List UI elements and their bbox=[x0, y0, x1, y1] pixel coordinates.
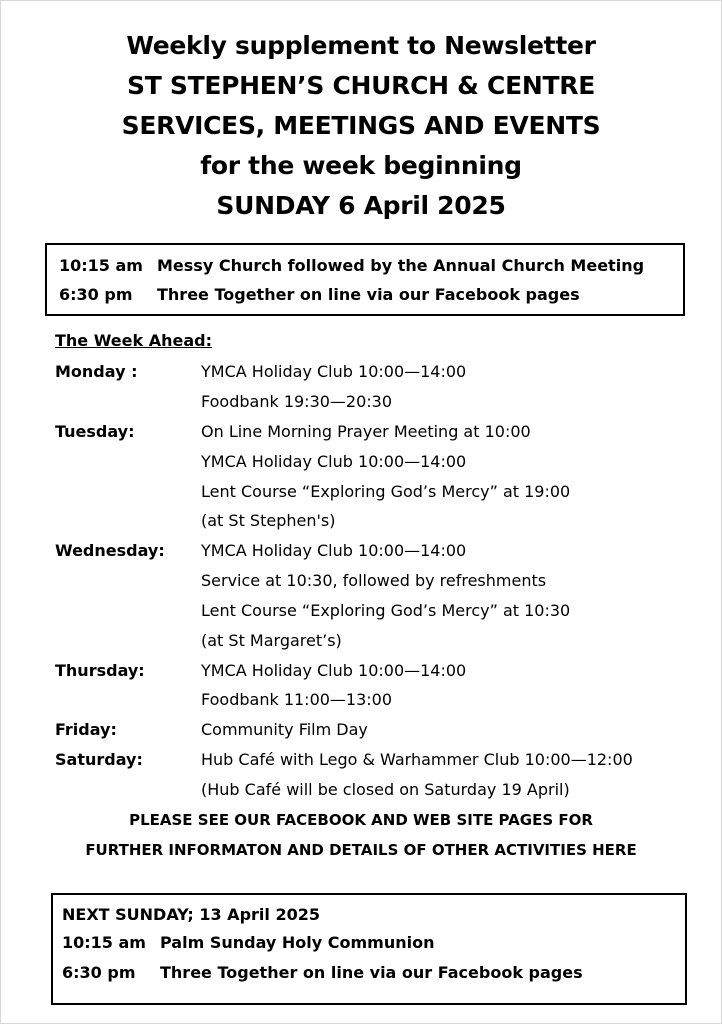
schedule-day: Saturday: bbox=[55, 750, 143, 769]
schedule-row bbox=[55, 601, 695, 621]
schedule-event: On Line Morning Prayer Meeting at 10:00 bbox=[201, 422, 531, 441]
schedule-row bbox=[55, 720, 695, 740]
service-time: 6:30 pm bbox=[62, 963, 136, 982]
schedule-day: Thursday: bbox=[55, 661, 145, 680]
schedule-day: Tuesday: bbox=[55, 422, 135, 441]
schedule-day: Monday : bbox=[55, 362, 138, 381]
week-ahead-heading: The Week Ahead: bbox=[55, 331, 212, 350]
schedule-row bbox=[55, 422, 695, 442]
church-name: ST STEPHEN’S CHURCH & CENTRE bbox=[127, 71, 595, 100]
next-sunday-title: NEXT SUNDAY; 13 April 2025 bbox=[62, 905, 320, 924]
schedule-event: Lent Course “Exploring God’s Mercy” at 10:30 bbox=[201, 601, 571, 620]
schedule-event: Foodbank 19:30—20:30 bbox=[201, 392, 393, 411]
schedule-event: YMCA Holiday Club 10:00—14:00 bbox=[201, 661, 467, 680]
schedule-row bbox=[55, 452, 695, 472]
schedule-row bbox=[55, 571, 695, 591]
notice-line: PLEASE SEE OUR FACEBOOK AND WEB SITE PAGES FOR bbox=[129, 811, 593, 829]
header-title: Weekly supplement to Newsletter bbox=[126, 31, 596, 60]
schedule-row bbox=[55, 780, 695, 800]
schedule-row bbox=[55, 631, 695, 651]
schedule-day: Friday: bbox=[55, 720, 117, 739]
schedule-event: YMCA Holiday Club 10:00—14:00 bbox=[201, 362, 467, 381]
header-date: SUNDAY 6 April 2025 bbox=[216, 191, 506, 220]
schedule-row bbox=[55, 511, 695, 531]
schedule-row bbox=[55, 661, 695, 681]
schedule-event: Foodbank 11:00—13:00 bbox=[201, 690, 393, 709]
schedule-row bbox=[55, 541, 695, 561]
schedule-row bbox=[55, 750, 695, 770]
schedule-day: Wednesday: bbox=[55, 541, 165, 560]
service-description: Palm Sunday Holy Communion bbox=[160, 933, 435, 952]
schedule-event: Community Film Day bbox=[201, 720, 368, 739]
schedule-event: (at St Stephen's) bbox=[201, 511, 336, 530]
service-time: 10:15 am bbox=[62, 933, 146, 952]
service-time: 6:30 pm bbox=[59, 285, 133, 304]
schedule-event: Hub Café with Lego & Warhammer Club 10:00—12:00 bbox=[201, 750, 633, 769]
schedule-event: YMCA Holiday Club 10:00—14:00 bbox=[201, 452, 467, 471]
schedule-event: Lent Course “Exploring God’s Mercy” at 19:00 bbox=[201, 482, 571, 501]
service-description: Three Together on line via our Facebook pages bbox=[157, 285, 580, 304]
schedule-event: Service at 10:30, followed by refreshments bbox=[201, 571, 547, 590]
schedule-row bbox=[55, 362, 695, 382]
schedule-row bbox=[55, 690, 695, 710]
schedule-event: (Hub Café will be closed on Saturday 19 April) bbox=[201, 780, 570, 799]
service-description: Three Together on line via our Facebook pages bbox=[160, 963, 583, 982]
service-time: 10:15 am bbox=[59, 256, 143, 275]
schedule-row bbox=[55, 392, 695, 412]
service-description: Messy Church followed by the Annual Church Meeting bbox=[157, 256, 645, 275]
schedule-row bbox=[55, 482, 695, 502]
schedule-event: YMCA Holiday Club 10:00—14:00 bbox=[201, 541, 467, 560]
schedule-event: (at St Margaret’s) bbox=[201, 631, 342, 650]
next-sunday-box bbox=[51, 893, 687, 1005]
header-subtitle: SERVICES, MEETINGS AND EVENTS bbox=[121, 111, 601, 140]
header bbox=[0, 26, 722, 226]
notice-line: FURTHER INFORMATON AND DETAILS OF OTHER ACTIVITIES HERE bbox=[85, 841, 637, 859]
header-week-label: for the week beginning bbox=[200, 151, 522, 180]
sunday-services-box bbox=[45, 243, 685, 316]
